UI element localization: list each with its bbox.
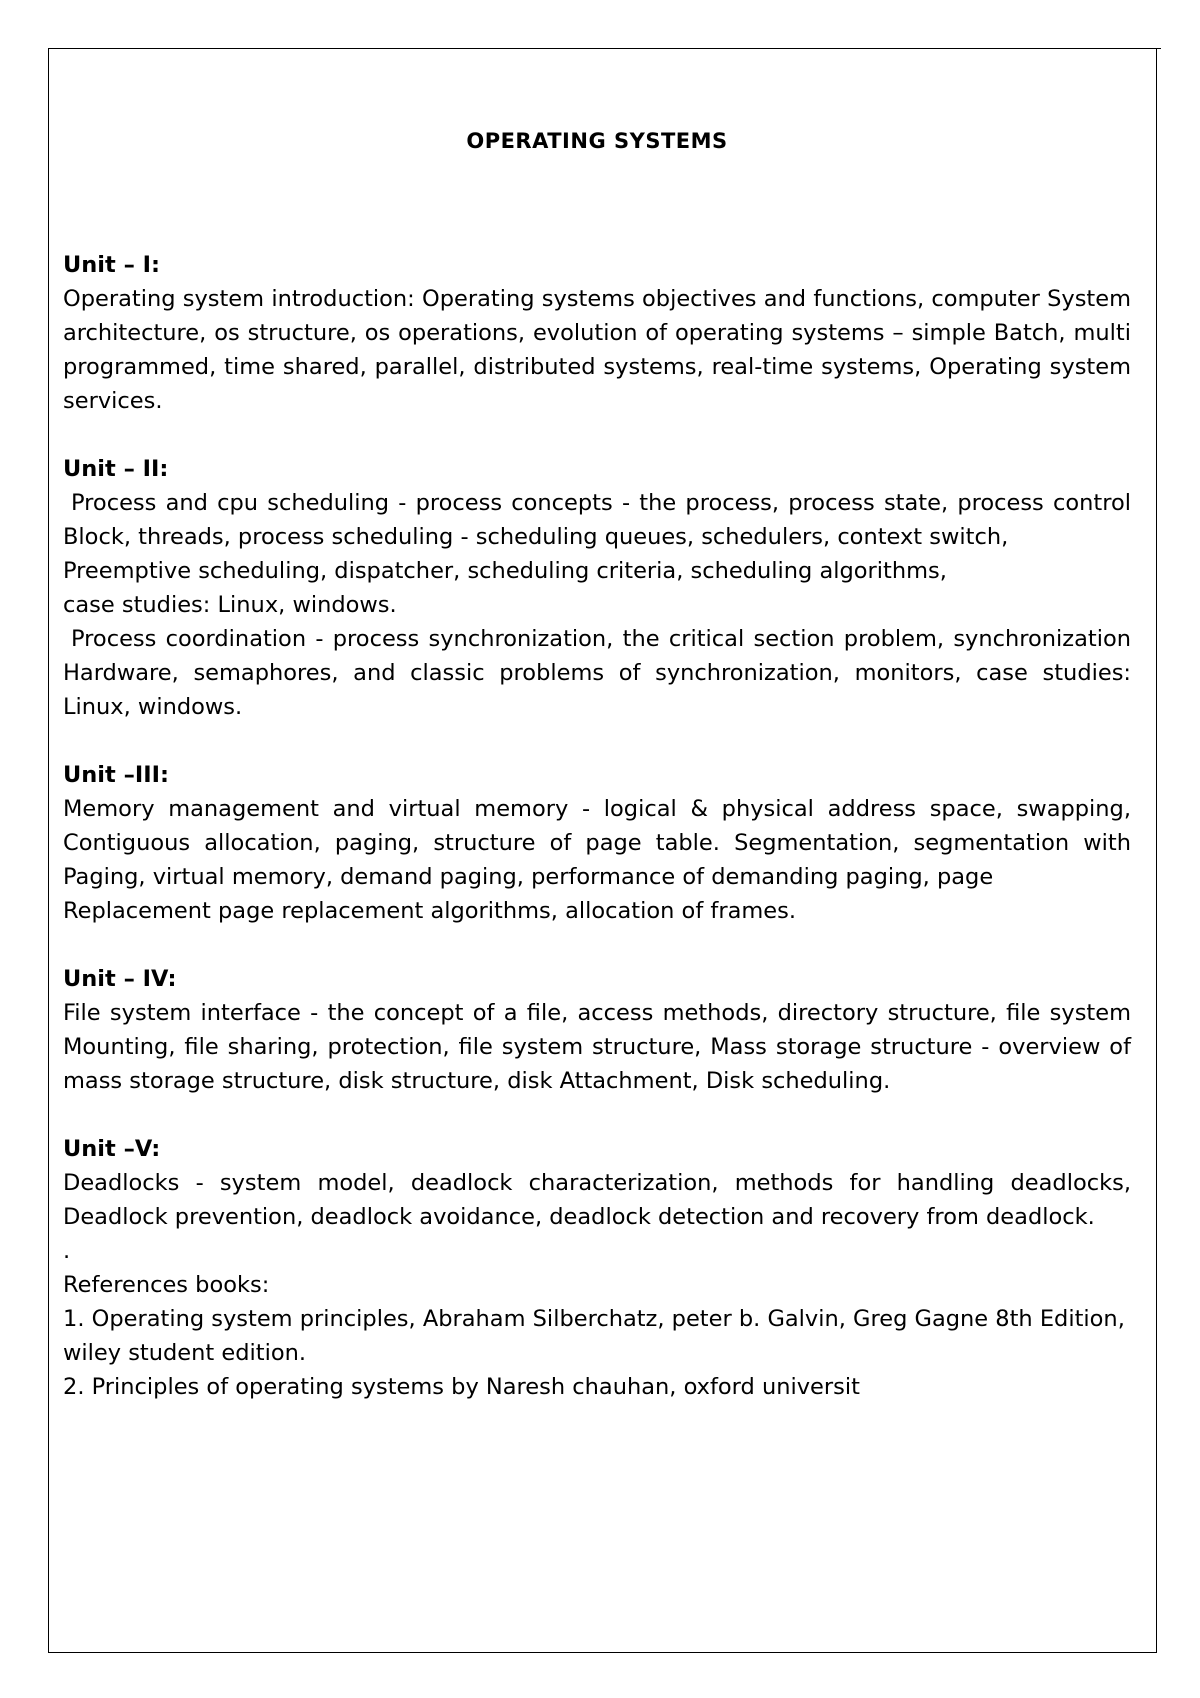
unit-4-paragraph: File system interface - the concept of a file, access methods, directory structure, file system Mounting, file sharing, protection, file system structure, Mass storage structure - overview of mass storage structure, disk structure, disk Attachment, Disk scheduling.: [63, 1000, 1131, 1094]
unit-3-paragraph-1: Memory management and virtual memory - logical & physical address space, swapping, Contiguous allocation, paging, structure of page table. Segmentation, segmentation with Paging, virtual memory, demand paging, performance of demanding paging, page: [63, 796, 1131, 890]
unit-3-heading: Unit –III:: [63, 762, 169, 788]
unit-4: [63, 962, 1131, 1098]
unit-1-paragraph: Operating system introduction: Operating systems objectives and functions, computer System architecture, os structure, os operations, evolution of operating systems – simple Batch, multi programmed, time shared, parallel, distributed systems, real-time systems, Operating system services.: [63, 286, 1131, 414]
unit-2-heading: Unit – II:: [63, 456, 169, 482]
unit-2-paragraph-3: case studies: Linux, windows.: [63, 592, 397, 618]
references-heading: References books:: [63, 1272, 270, 1298]
separator-dot: .: [63, 1238, 71, 1264]
unit-2: [63, 452, 1131, 724]
unit-5-heading: Unit –V:: [63, 1136, 161, 1162]
reference-item-1: 1. Operating system principles, Abraham Silberchatz, peter b. Galvin, Greg Gagne 8th Edition, wiley student edition.: [63, 1306, 1125, 1366]
unit-3: [63, 758, 1131, 928]
unit-2-paragraph-1: Process and cpu scheduling - process concepts - the process, process state, process control Block, threads, process scheduling - scheduling queues, schedulers, context switch,: [63, 490, 1131, 550]
unit-1-heading: Unit – I:: [63, 252, 161, 278]
document-title: OPERATING SYSTEMS: [466, 129, 728, 153]
unit-5-paragraph: Deadlocks - system model, deadlock characterization, methods for handling deadlocks, Deadlock prevention, deadlock avoidance, deadlock detection and recovery from deadlock.: [63, 1170, 1131, 1230]
document-body: [63, 110, 1131, 1404]
unit-1: [63, 248, 1131, 418]
references-section: [63, 1268, 1131, 1404]
unit-2-paragraph-2: Preemptive scheduling, dispatcher, scheduling criteria, scheduling algorithms,: [63, 558, 947, 584]
reference-item-2: 2. Principles of operating systems by Naresh chauhan, oxford universit: [63, 1374, 860, 1400]
unit-4-heading: Unit – IV:: [63, 966, 177, 992]
unit-5: [63, 1132, 1131, 1234]
unit-3-paragraph-2: Replacement page replacement algorithms, allocation of frames.: [63, 898, 796, 924]
unit-2-paragraph-4: Process coordination - process synchronization, the critical section problem, synchronization Hardware, semaphores, and classic problems of synchronization, monitors, case studies: Linux, windows.: [63, 626, 1131, 720]
